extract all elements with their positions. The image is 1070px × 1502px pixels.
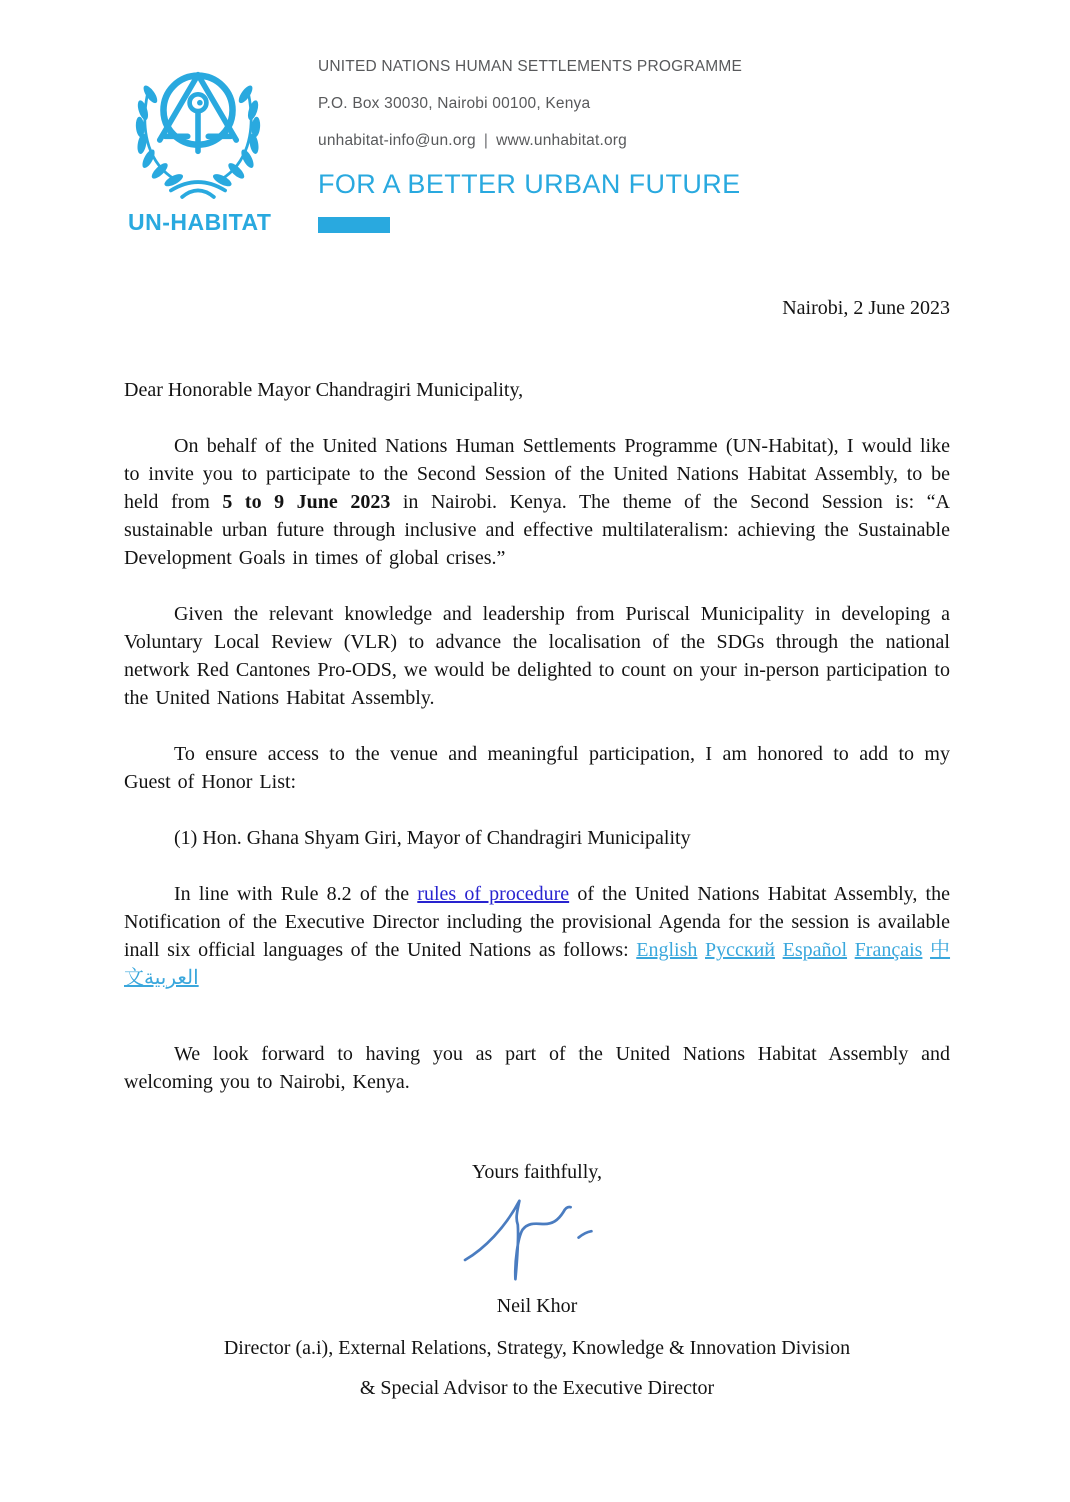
language-link-russian[interactable]: Русский	[705, 939, 775, 961]
tagline-accent-bar	[318, 217, 390, 233]
org-address: P.O. Box 30030, Nairobi 00100, Kenya	[318, 95, 591, 112]
language-link-spanish[interactable]: Español	[782, 939, 848, 961]
letterhead	[0, 0, 1070, 236]
un-habitat-logo	[128, 52, 272, 236]
paragraph-invitation	[124, 432, 950, 572]
logo-wordmark: UN-HABITAT	[128, 209, 272, 235]
language-link-chinese[interactable]: 中文	[124, 939, 951, 989]
paragraph-vlr: Given the relevant knowledge and leadership from Puriscal Municipality in developing a Voluntary Local Review (VLR) to advance the localisation of the SDGs through the national network Red Cantones Pro-ODS, we would be delighted to count on your in-person participation to the United Nations Habitat Assembly.	[124, 603, 950, 709]
guest-list-item: (1) Hon. Ghana Shyam Giri, Mayor of Chandragiri Municipality	[174, 827, 691, 849]
rules-of-procedure-link[interactable]: rules of procedure	[417, 883, 570, 905]
signatory-name: Neil Khor	[496, 1295, 578, 1317]
org-website: www.unhabitat.org	[496, 132, 627, 149]
signature-image	[124, 1188, 950, 1284]
salutation: Dear Honorable Mayor Chandragiri Municipality,	[124, 379, 524, 401]
paragraph-guest-of-honor: To ensure access to the venue and meaningful participation, I am honored to add to my Guest of Honor List:	[124, 743, 950, 793]
para1-pre: On behalf of the United Nations Human Settlements Programme (UN-Habitat), I would like to invite you to participate to the Second Session of the United Nations Habitat Assembly, to be held from	[124, 435, 950, 513]
language-link-arabic[interactable]: العربية	[144, 967, 199, 989]
paragraph-rules	[124, 880, 950, 992]
contact-separator: |	[483, 132, 489, 149]
letter-body	[0, 294, 1070, 1402]
para4-pre: In line with Rule 8.2 of the	[174, 883, 418, 905]
un-habitat-emblem-icon	[128, 52, 268, 202]
letterhead-text	[318, 52, 742, 233]
para4-post: of the United Nations Habitat Assembly, the Notification of the Executive Director including the provisional Agenda for the session is available inall six official languages of the United Nations as follows:	[124, 883, 950, 961]
signature-ink-icon	[442, 1188, 632, 1284]
closing-block	[124, 1158, 950, 1402]
language-link-english[interactable]: English	[636, 939, 698, 961]
org-name: UNITED NATIONS HUMAN SETTLEMENTS PROGRAMME	[318, 58, 743, 75]
org-email: unhabitat-info@un.org	[318, 132, 476, 149]
para1-dates-bold: 5 to 9 June 2023	[222, 491, 391, 513]
org-contact	[318, 132, 742, 150]
signatory-title-line1: Director (a.i), External Relations, Strategy, Knowledge & Innovation Division	[223, 1337, 851, 1359]
language-link-french[interactable]: Français	[854, 939, 923, 961]
dateline: Nairobi, 2 June 2023	[782, 297, 950, 319]
signatory-title-line2: & Special Advisor to the Executive Director	[359, 1377, 715, 1399]
paragraph-farewell: We look forward to having you as part of the United Nations Habitat Assembly and welcoming you to Nairobi, Kenya.	[124, 1043, 950, 1093]
org-tagline: FOR A BETTER URBAN FUTURE	[318, 169, 741, 199]
para1-post: in Nairobi. Kenya. The theme of the Second Session is: “A sustainable urban future through inclusive and effective multilateralism: achieving the Sustainable Development Goals in times of global crises.”	[124, 491, 950, 569]
closing-salutation: Yours faithfully,	[471, 1161, 602, 1183]
